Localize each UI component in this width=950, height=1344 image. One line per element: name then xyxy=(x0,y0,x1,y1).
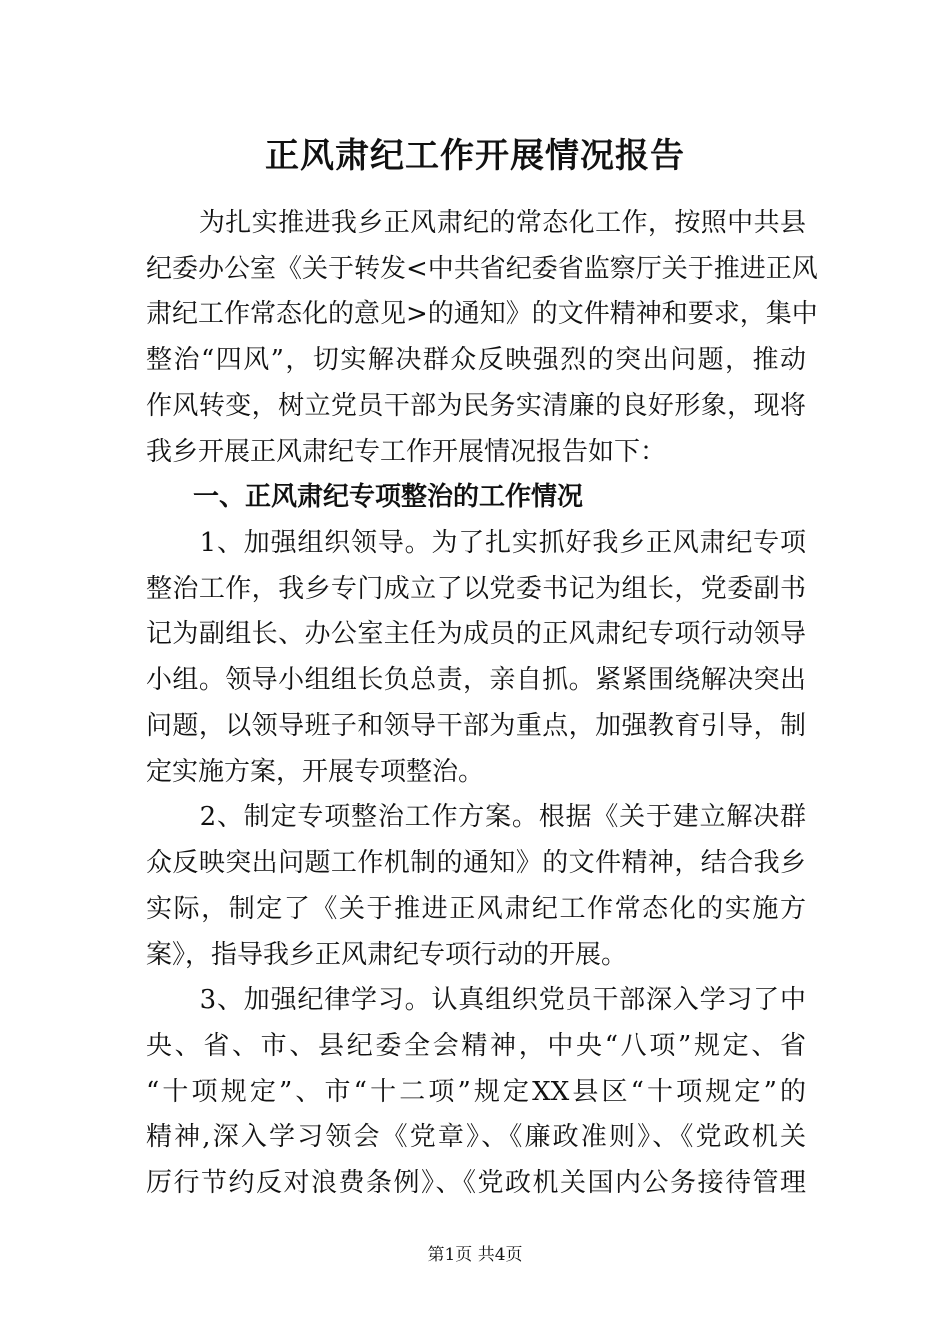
item3-line-3: “十项规定”、市“十二项”规定XX县区“十项规定”的 xyxy=(146,1077,806,1107)
item3-line-1: 3、加强纪律学习。认真组织党员干部深入学习了中 xyxy=(146,985,806,1015)
intro-line-4: 整治“四风”，切实解决群众反映强烈的突出问题，推动 xyxy=(146,345,806,375)
item2-line-4: 案》，指导我乡正风肃纪专项行动的开展。 xyxy=(146,940,628,970)
intro-line-2: 纪委办公室《关于转发<中共省纪委省监察厅关于推进正风 xyxy=(146,254,818,284)
item3-line-5: 厉行节约反对浪费条例》、《党政机关国内公务接待管理 xyxy=(146,1168,806,1198)
intro-line-6: 我乡开展正风肃纪专工作开展情况报告如下： xyxy=(146,437,667,467)
item2-line-3: 实际，制定了《关于推进正风肃纪工作常态化的实施方 xyxy=(146,894,806,924)
item1-line-4: 小组。领导小组组长负总责，亲自抓。紧紧围绕解决突出 xyxy=(146,665,806,695)
section-heading: 一、正风肃纪专项整治的工作情况 xyxy=(193,482,584,512)
page-footer: 第1页 共4页 xyxy=(427,1245,523,1265)
item1-line-3: 记为副组长、办公室主任为成员的正风肃纪专项行动领导 xyxy=(146,619,806,649)
item1-line-6: 定实施方案，开展专项整治。 xyxy=(146,757,485,787)
item1-line-2: 整治工作，我乡专门成立了以党委书记为组长，党委副书 xyxy=(146,574,806,604)
intro-line-5: 作风转变，树立党员干部为民务实清廉的良好形象，现将 xyxy=(146,391,806,421)
intro-line-1: 为扎实推进我乡正风肃纪的常态化工作，按照中共县 xyxy=(146,208,806,238)
item3-line-2: 央、省、市、县纪委全会精神，中央“八项”规定、省 xyxy=(146,1031,806,1061)
item2-line-2: 众反映突出问题工作机制的通知》的文件精神，结合我乡 xyxy=(146,848,806,878)
item3-line-4: 精神,深入学习领会《党章》、《廉政准则》、《党政机关 xyxy=(146,1122,806,1152)
item2-line-1: 2、制定专项整治工作方案。根据《关于建立解决群 xyxy=(146,802,806,832)
item1-line-5: 问题，以领导班子和领导干部为重点，加强教育引导，制 xyxy=(146,711,806,741)
document-title: 正风肃纪工作开展情况报告 xyxy=(265,136,685,176)
item1-line-1: 1、加强组织领导。为了扎实抓好我乡正风肃纪专项 xyxy=(146,528,806,558)
intro-line-3: 肃纪工作常态化的意见>的通知》的文件精神和要求，集中 xyxy=(146,299,818,329)
